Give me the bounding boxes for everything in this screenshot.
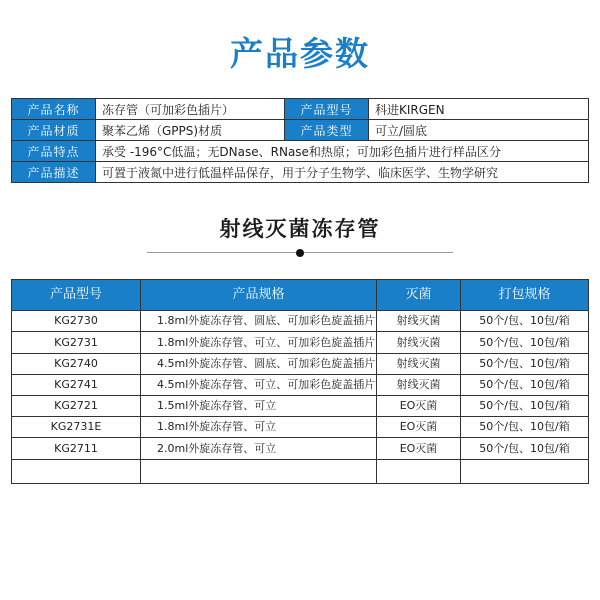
param-value-features: 承受 -196°C低温；无DNase、RNase和热原；可加彩色插片进行样品区分 [96,141,589,162]
header-model: 产品型号 [12,280,141,310]
page-title: 产品参数 [230,34,370,73]
section-title: 射线灭菌冻存管 [219,217,381,241]
header-sterilization: 灭菌 [377,280,461,310]
cell-spec [141,460,377,483]
table-row [12,438,588,460]
param-label-features: 产品特点 [12,141,96,162]
cell-packing [461,460,588,483]
cell-spec: 1.8ml外旋冻存管、圆底、可加彩色旋盖插片 [141,311,377,332]
cell-packing: 50个/包、10包/箱 [479,378,570,391]
cell-sterilization: 射线灭菌 [377,311,461,332]
table-row [12,375,588,396]
cell-packing: 50个/包、10包/箱 [479,314,570,327]
param-label-product-name: 产品名称 [12,99,96,120]
cell-sterilization: EO灭菌 [377,438,461,460]
table-row [12,311,588,332]
cell-model: KG2731E [12,417,141,438]
table-row [12,460,588,483]
cell-packing: 50个/包、10包/箱 [479,442,570,455]
cell-model: KG2730 [12,311,141,332]
product-params-table [11,98,589,183]
cell-spec: 4.5ml外旋冻存管、圆底、可加彩色旋盖插片 [141,354,377,375]
cell-sterilization [377,460,461,483]
cell-packing: 50个/包、10包/箱 [479,336,570,349]
cell-model: KG2721 [12,396,141,417]
cell-model: KG2731 [12,332,141,354]
table-row [12,354,588,375]
param-value-description: 可置于液氮中进行低温样品保存，用于分子生物学、临床医学、生物学研究 [96,162,589,183]
param-row-material [12,120,589,141]
param-label-material: 产品材质 [12,120,96,141]
cell-model [12,460,141,483]
param-value-material: 聚苯乙烯（GPPS)材质 [96,120,285,141]
cell-spec: 1.8ml外旋冻存管、可立 [141,417,377,438]
cell-sterilization: EO灭菌 [377,396,461,417]
cell-spec: 1.8ml外旋冻存管、可立、可加彩色旋盖插片 [141,332,377,354]
cell-model: KG2740 [12,354,141,375]
cell-sterilization: EO灭菌 [377,417,461,438]
cell-model: KG2741 [12,375,141,396]
param-value-product-name: 冻存管（可加彩色插片） [96,99,285,120]
cell-packing: 50个/包、10包/箱 [479,420,570,433]
table-row [12,396,588,417]
param-value-type: 可立/圆底 [369,120,589,141]
spec-table [11,279,589,484]
param-label-type: 产品类型 [285,120,369,141]
param-row-description [12,162,589,183]
table-row [12,332,588,354]
header-spec: 产品规格 [141,280,377,310]
cell-spec: 2.0ml外旋冻存管、可立 [141,438,377,460]
cell-packing: 50个/包、10包/箱 [479,357,570,370]
spec-table-header [12,280,588,311]
cell-spec: 1.5ml外旋冻存管、可立 [141,396,377,417]
param-row-features [12,141,589,162]
cell-sterilization: 射线灭菌 [377,354,461,375]
param-row-name [12,99,589,120]
header-packing: 打包规格 [498,287,551,302]
param-value-product-model: 科进KIRGEN [369,99,589,120]
param-label-product-model: 产品型号 [285,99,369,120]
section-divider-dot [296,249,304,257]
cell-sterilization: 射线灭菌 [377,375,461,396]
cell-model: KG2711 [12,438,141,460]
cell-packing: 50个/包、10包/箱 [479,399,570,412]
cell-spec: 4.5ml外旋冻存管、可立、可加彩色旋盖插片 [141,375,377,396]
param-label-description: 产品描述 [12,162,96,183]
cell-sterilization: 射线灭菌 [377,332,461,354]
table-row [12,417,588,438]
